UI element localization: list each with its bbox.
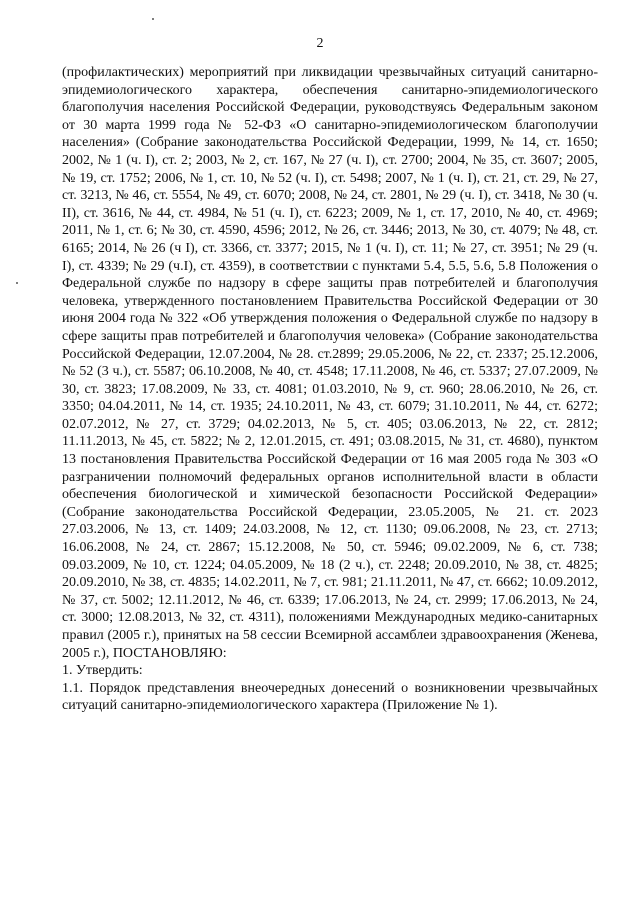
- scan-speck: [16, 282, 18, 284]
- resolution-item-1-1: 1.1. Порядок представления внеочередных донесений о возникновении чрезвычайных ситуаций санитарно-эпидемиологического характера (Приложение № 1).: [62, 680, 598, 714]
- scan-speck: [152, 18, 154, 20]
- main-paragraph: (профилактических) мероприятий при ликвидации чрезвычайных ситуаций санитарно-эпидемиологического характера, обеспечения санитарно-эпидемиологического благополучия населения Российской Федерации, руководствуясь Федеральным законом от 30 марта 1999 года № 52-ФЗ «О санитарно-эпидемиологическом благополучии населения» (Собрание законодательства Российской Федерации, 1999, № 14, ст. 1650; 2002, № 1 (ч. I), ст. 2; 2003, № 2, ст. 167, № 27 (ч. I), ст. 2700; 2004, № 35, ст. 3607; 2005, № 19, ст. 1752; 2006, № 1, ст. 10, № 52 (ч. I), ст. 5498; 2007, № 1 (ч. I), ст. 21, ст. 29, № 27, ст. 3213, № 46, ст. 5554, № 49, ст. 6070; 2008, № 24, ст. 2801, № 29 (ч. I), ст. 3418, № 30 (ч. II), ст. 3616, № 44, ст. 4984, № 51 (ч. I), ст. 6223; 2009, № 1, ст. 17, 2010, № 40, ст. 4969; 2011, № 1, ст. 6; № 30, ст. 4590, 4596; 2012, № 26, ст. 3446; 2013, № 30, ст. 4079; № 48, ст. 6165; 2014, № 26 (ч I), ст. 3366, ст. 3377; 2015, № 1 (ч. I), ст. 11; № 27, ст. 3951; № 29 (ч. I), ст. 4339; № 29 (ч.I), ст. 4359), в соответствии с пунктами 5.4, 5.5, 5.6, 5.8 Положения о Федеральной службе по надзору в сфере защиты прав потребителей и благополучия человека, утвержденного постановлением Правительства Российской Федерации от 30 июня 2004 года № 322 «Об утверждения положения о Федеральной службе по надзору в сфере защиты прав потребителей и благополучия человека» (Собрание законодательства Российской Федерации, 12.07.2004, № 28. ст.2899; 29.05.2006, № 22, ст. 2337; 25.12.2006, № 52 (3 ч.), ст. 5587; 06.10.2008, № 40, ст. 4548; 17.11.2008, № 46, ст. 5337; 27.07.2009, № 30, ст. 3823; 17.08.2009, № 33, ст. 4081; 01.03.2010, № 9, ст. 960; 28.06.2010, № 26, ст. 3350; 04.04.2011, № 14, ст. 1935; 24.10.2011, № 43, ст. 6079; 31.10.2011, № 44, ст. 6272; 02.07.2012, № 27, ст. 3729; 04.02.2013, № 5, ст. 405; 03.06.2013, № 22, ст. 2812; 11.11.2013, № 45, ст. 5822; № 2, 12.01.2015, ст. 491; 03.08.2015, № 31, ст. 4680), пунктом 13 постановления Правительства Российской Федерации от 16 мая 2005 года № 303 «О разграничении полномочий федеральных органов исполнительной власти в области обеспечения биологической и химической безопасности Российской Федерации» (Собрание законодательства Российской Федерации, 23.05.2005, № 21. ст. 2023 27.03.2006, № 13, ст. 1409; 24.03.2008, № 12, ст. 1130; 09.06.2008, № 23, ст. 2713; 16.06.2008, № 24, ст. 2867; 15.12.2008, № 50, ст. 5946; 09.02.2009, № 6, ст. 738; 09.03.2009, № 10, ст. 1224; 04.05.2009, № 18 (2 ч.), ст. 2248; 20.09.2010, № 38, ст. 4825; 20.09.2010, № 38, ст. 4835; 14.02.2011, № 7, ст. 981; 21.11.2011, № 47, ст. 6662; 10.09.2012, № 37, ст. 5002; 12.11.2012, № 46, ст. 6339; 17.06.2013, № 24, ст. 2999; 17.06.2013, № 24, ст. 3000; 12.08.2013, № 32, ст. 4311), положениями Международных медико-санитарных правил (2005 г.), принятых на 58 сессии Всемирной ассамблеи здравоохранения (Женева, 2005 г.), ПОСТАНОВЛЯЮ:: [62, 65, 598, 661]
- document-body: [62, 64, 598, 715]
- resolution-item-1: 1. Утвердить:: [62, 663, 143, 679]
- page-number: 2: [316, 36, 324, 51]
